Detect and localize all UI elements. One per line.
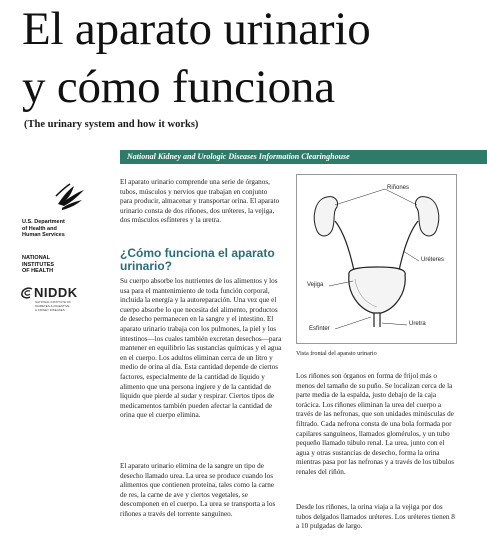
niddk-fine-line: DIABETES & DIGESTIVE — [35, 304, 70, 308]
niddk-fine-text — [35, 300, 78, 312]
label-sphincter: Esfínter — [309, 326, 330, 332]
hhs-name — [22, 219, 65, 239]
nih-line: OF HEALTH — [22, 268, 54, 274]
hhs-line: U.S. Department — [22, 219, 65, 225]
hhs-line: Human Services — [22, 232, 65, 238]
page-subtitle: (The urinary system and how it works) — [24, 119, 199, 130]
hhs-line: of Health and — [22, 225, 57, 232]
nih-line: INSTITUTES — [22, 261, 55, 268]
label-kidneys: Riñones — [387, 185, 410, 191]
figure-caption: Vista frontal del aparato urinario — [296, 350, 377, 357]
intro-paragraph: El aparato urinario comprende una serie de órganos, tubos, músculos y nervios que trabajan en conjunto para producir, almacenar y transportar orina. El aparato urinario consta de dos riñones, dos uréteres, la vejiga, dos músculos esfínteres y la uretra. — [120, 178, 280, 225]
column2-paragraph1: Los riñones son órganos en forma de frijol más o menos del tamaño de su puño. Se localizan cerca de la parte media de la espalda, justo debajo de la caja torácica. Los riñones eliminan la urea del cuerpo a través de las nefronas, que son unidades minúsculas de filtrado. Cada nefrona consta de una bola formada por capilares sanguíneos, llamados glomérulos, y un tubo pequeño llamado túbulo renal. La urea, junto con el agua y otras sustancias de desecho, forma la orina mientras pasa por las nefronas y a través de los túbulos renales del riñón. — [296, 372, 455, 476]
niddk-fine-line: & KIDNEY DISEASES — [35, 308, 65, 312]
label-ureters: Uréteres — [421, 257, 445, 263]
label-bladder: Vejiga — [307, 282, 324, 288]
page-title-line1: El aparato urinario — [22, 3, 371, 55]
clearinghouse-banner: National Kidney and Urologic Diseases Information Clearinghouse — [120, 150, 487, 164]
nih-name — [22, 255, 54, 275]
column1-paragraph1: Su cuerpo absorbe los nutrientes de los alimentos y los usa para el mantenimiento de toda función corporal, incluida la energía y la autoreparación. Una vez que el cuerpo absorbe lo que necesita del alimento, productos de desecho permanecen en la sangre y el intestino. El aparato urinario trabaja con los pulmones, la piel y los intestinos—los cuales también excretan desechos—para mantener en equilibrio las sustancias químicas y el agua en el cuerpo. Los adultos eliminan cerca de un litro y medio de orina al día. Esta cantidad depende de ciertos factores, especialmente de la cantidad de líquido y alimento que una persona ingiere y de la cantidad de líquido que pierde al sudar y respirar. Ciertos tipos de medicamentos también pueden afectar la cantidad de orina que el cuerpo elimina. — [120, 277, 282, 420]
column2-paragraph2: Desde los riñones, la orina viaja a la vejiga por dos tubos delgados llamados uréteres. Los uréteres tienen 8 a 10 pulgadas de largo. — [296, 503, 455, 531]
label-urethra: Uretra — [409, 321, 426, 327]
nih-line: NATIONAL — [22, 255, 51, 261]
column1-paragraph2: El aparato urinario elimina de la sangre un tipo de desecho llamado urea. La urea se produce cuando los alimentos que contienen proteína, tales como la carne de res, la carne de ave y ciertos vegetales, se descomponen en el cuerpo. La urea se transporta a los riñones a través del torrente sanguíneo. — [120, 462, 276, 518]
niddk-wordmark: NIDDK — [34, 285, 78, 300]
hhs-eagle-logo-icon — [52, 178, 88, 214]
niddk-swirl-icon — [20, 286, 34, 300]
niddk-logo — [20, 285, 78, 312]
niddk-fine-line: NATIONAL INSTITUTE OF — [35, 300, 72, 304]
section-heading: ¿Cómo funciona el aparato urinario? — [120, 246, 275, 273]
page-title-line2: y cómo funciona — [22, 61, 335, 113]
urinary-system-figure — [296, 174, 457, 344]
